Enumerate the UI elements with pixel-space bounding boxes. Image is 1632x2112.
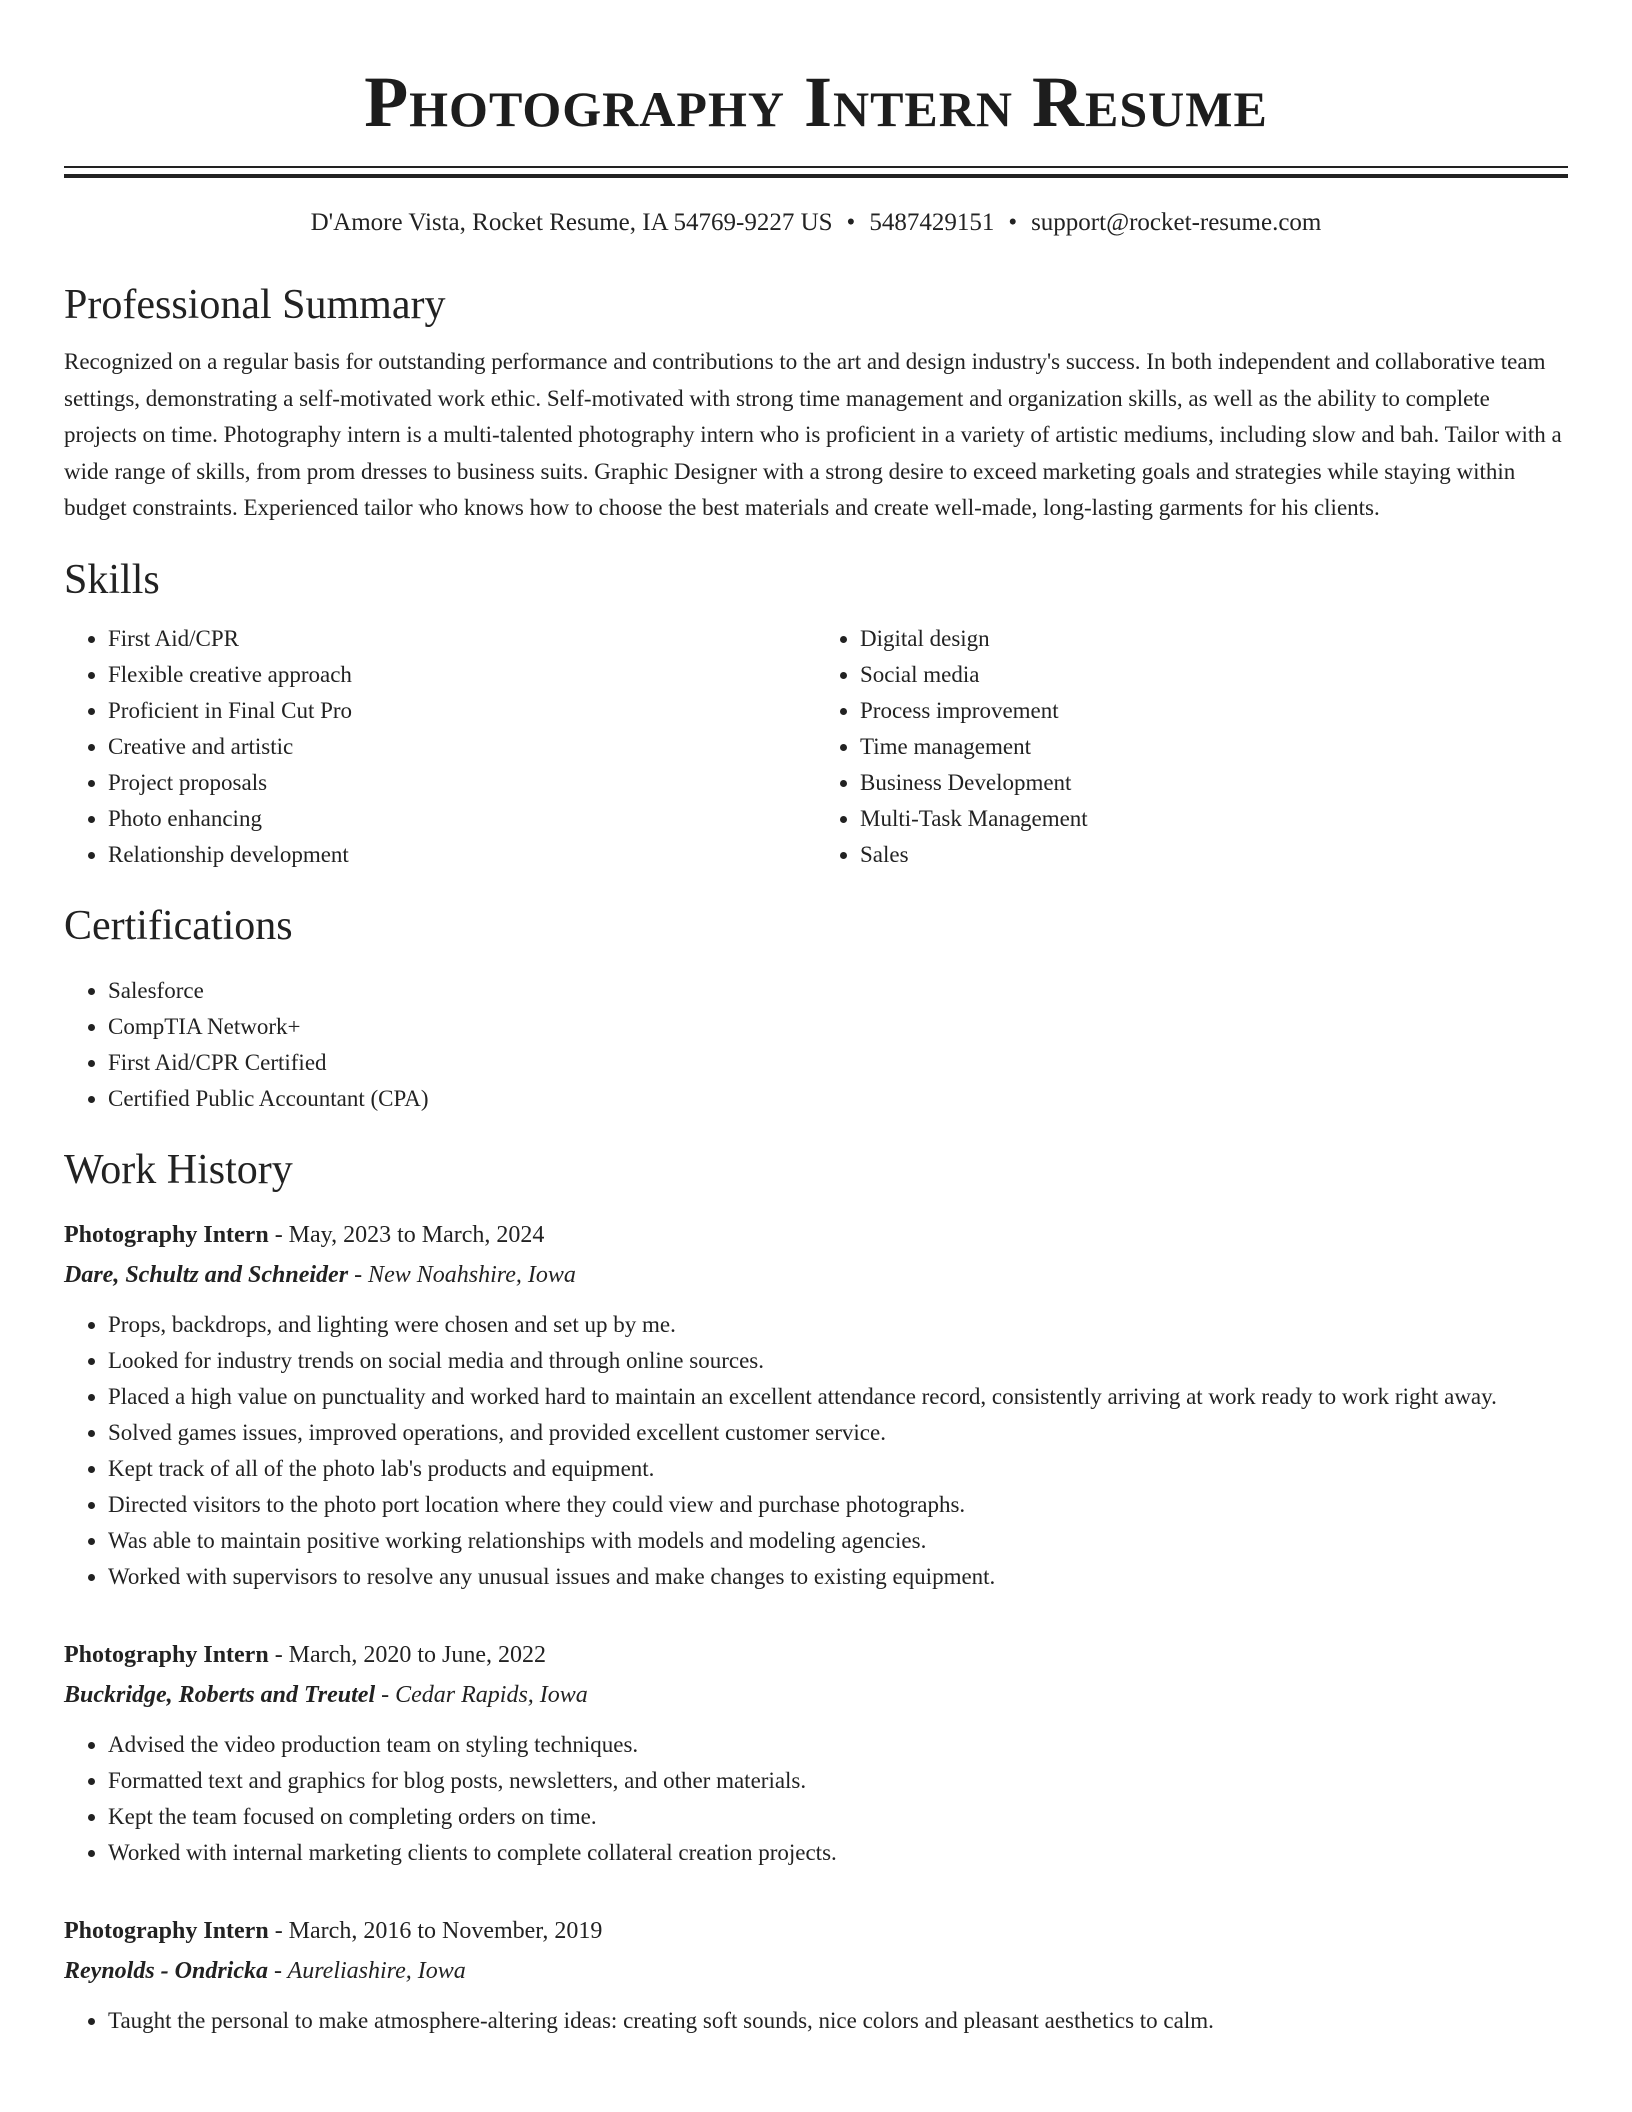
work-history-section [64, 1145, 1568, 2039]
certifications-list [64, 973, 1568, 1117]
certification-item: • Salesforce [108, 973, 1568, 1009]
company-name: Reynolds - Ondricka [64, 1957, 268, 1984]
skill-item: • Business Development [860, 765, 1568, 801]
skill-item: • Flexible creative approach [108, 657, 816, 693]
skill-item: • Social media [860, 657, 1568, 693]
certification-item: • CompTIA Network+ [108, 1009, 1568, 1045]
job-bullets [64, 1307, 1568, 1595]
contact-email: support@rocket-resume.com [1031, 209, 1322, 236]
job-bullet: • Solved games issues, improved operations, and provided excellent customer service. [108, 1415, 1568, 1451]
job-bullet: • Taught the personal to make atmosphere-altering ideas: creating soft sounds, nice colors and pleasant aesthetics to calm. [108, 2003, 1568, 2039]
job-bullet: • Kept the team focused on completing orders on time. [108, 1799, 1568, 1835]
company-location: - Aureliashire, Iowa [268, 1957, 466, 1984]
job-bullet: • Placed a high value on punctuality and worked hard to maintain an excellent attendance record, consistently arriving at work ready to work right away. [108, 1379, 1568, 1415]
skills-section [64, 555, 1568, 873]
job-entry [64, 1911, 1568, 2039]
skills-columns [64, 621, 1568, 873]
job-dates: - March, 2020 to June, 2022 [268, 1641, 546, 1668]
job-title: Photography Intern [64, 1641, 269, 1668]
job-bullet: • Was able to maintain positive working relationships with models and modeling agencies. [108, 1523, 1568, 1559]
work-history-heading: Work History [64, 1146, 293, 1193]
job-title: Photography Intern [64, 1221, 269, 1248]
skill-item: • Multi-Task Management [860, 801, 1568, 837]
summary-text: Recognized on a regular basis for outstanding performance and contributions to the art and design industry's success. In both independent and collaborative team settings, demonstrating a self-motivated work ethic. Self-motivated with strong time management and organization skills, as well as the ability to complete projects on time. Photography intern is a multi-talented photography intern who is proficient in a variety of artistic mediums, including slow and bah. Tailor with a wide range of skills, from prom dresses to business suits. Graphic Designer with a strong desire to exceed marketing goals and strategies while staying within budget constraints. Experienced tailor who knows how to choose the best materials and create well-made, long-lasting garments for his clients. [64, 349, 1562, 520]
certifications-heading: Certifications [64, 902, 293, 949]
job-bullet: • Worked with supervisors to resolve any unusual issues and make changes to existing equipment. [108, 1559, 1568, 1595]
job-title-line [64, 1911, 1568, 1951]
skill-item: • Photo enhancing [108, 801, 816, 837]
summary-section [64, 280, 1568, 527]
contact-address: D'Amore Vista, Rocket Resume, IA 54769-9227 US [310, 209, 833, 236]
skills-list-left [64, 621, 816, 873]
skill-item: • Time management [860, 729, 1568, 765]
job-bullets [64, 1727, 1568, 1871]
skills-list-right [816, 621, 1568, 873]
skill-item: • Relationship development [108, 837, 816, 873]
skill-item: • Proficient in Final Cut Pro [108, 693, 816, 729]
company-name: Dare, Schultz and Schneider [64, 1261, 349, 1288]
job-title-line [64, 1635, 1568, 1675]
skill-item: • Project proposals [108, 765, 816, 801]
job-bullet: • Kept track of all of the photo lab's products and equipment. [108, 1451, 1568, 1487]
job-dates: - March, 2016 to November, 2019 [268, 1917, 603, 1944]
company-location: - Cedar Rapids, Iowa [375, 1681, 588, 1708]
skill-item: • First Aid/CPR [108, 621, 816, 657]
certification-item: • Certified Public Accountant (CPA) [108, 1081, 1568, 1117]
job-bullet: • Props, backdrops, and lighting were chosen and set up by me. [108, 1307, 1568, 1343]
job-bullet: • Worked with internal marketing clients to complete collateral creation projects. [108, 1835, 1568, 1871]
company-location: - New Noahshire, Iowa [348, 1261, 576, 1288]
job-bullet: • Looked for industry trends on social media and through online sources. [108, 1343, 1568, 1379]
company-line [64, 1255, 1568, 1295]
job-entry [64, 1635, 1568, 1871]
job-title: Photography Intern [64, 1917, 269, 1944]
contact-separator: • [846, 209, 856, 236]
job-entry [64, 1215, 1568, 1595]
skill-item: • Sales [860, 837, 1568, 873]
contact-line [64, 206, 1568, 240]
resume-page [64, 0, 1568, 2039]
company-name: Buckridge, Roberts and Treutel [64, 1681, 376, 1708]
job-title-line [64, 1215, 1568, 1255]
skills-heading: Skills [64, 556, 160, 603]
title-divider [64, 166, 1568, 178]
job-bullet: • Advised the video production team on styling techniques. [108, 1727, 1568, 1763]
contact-separator: • [1008, 209, 1018, 236]
skill-item: • Creative and artistic [108, 729, 816, 765]
page-title: Photography Intern Resume [364, 62, 1268, 142]
contact-phone: 5487429151 [869, 209, 995, 236]
job-bullet: • Formatted text and graphics for blog posts, newsletters, and other materials. [108, 1763, 1568, 1799]
certification-item: • First Aid/CPR Certified [108, 1045, 1568, 1081]
job-bullets [64, 2003, 1568, 2039]
certifications-section [64, 901, 1568, 1117]
company-line [64, 1951, 1568, 1991]
job-bullet: • Directed visitors to the photo port location where they could view and purchase photographs. [108, 1487, 1568, 1523]
skill-item: • Process improvement [860, 693, 1568, 729]
summary-heading: Professional Summary [64, 282, 446, 328]
company-line [64, 1675, 1568, 1715]
skill-item: • Digital design [860, 621, 1568, 657]
job-dates: - May, 2023 to March, 2024 [268, 1221, 545, 1248]
